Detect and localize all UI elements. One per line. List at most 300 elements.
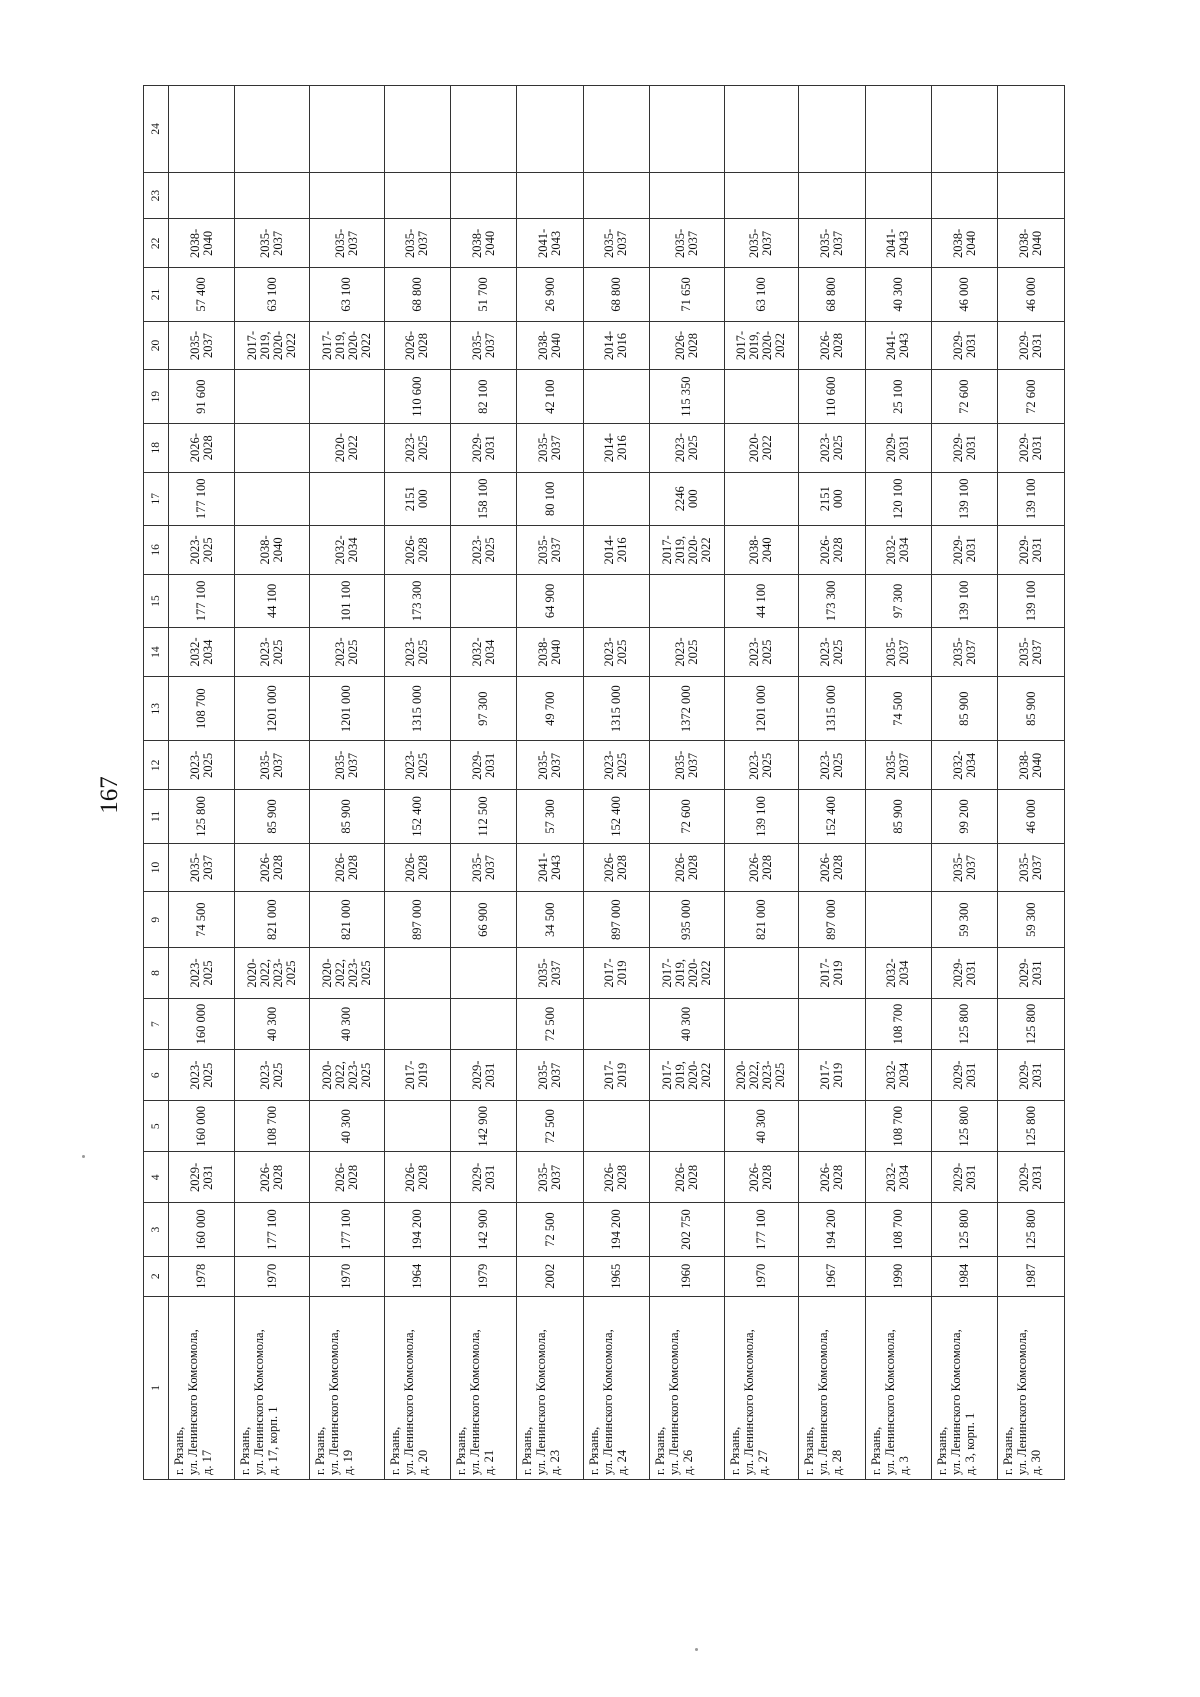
table-cell: 2041- 2043 [865, 321, 931, 370]
table-cell: 821 000 [724, 892, 799, 948]
table-cell: 2151 000 [799, 472, 865, 525]
table-cell: 74 500 [169, 892, 235, 948]
table-row [450, 86, 516, 1480]
table-cell: 2035- 2037 [235, 219, 310, 268]
table-cell: 2035- 2037 [517, 525, 583, 574]
table-cell: 2023- 2025 [799, 628, 865, 677]
table-cell: 2026- 2028 [650, 1152, 725, 1203]
table-cell [724, 86, 799, 173]
table-cell [724, 370, 799, 423]
column-number: 10 [144, 843, 169, 892]
table-row [799, 86, 865, 1480]
table-cell: 2038- 2040 [235, 525, 310, 574]
table-cell: 63 100 [235, 268, 310, 321]
table-cell: 2032- 2034 [169, 628, 235, 677]
table-cell: 2026- 2028 [384, 525, 450, 574]
table-cell: 139 100 [932, 574, 998, 627]
table-cell [865, 172, 931, 219]
table-cell: 2026- 2028 [583, 843, 649, 892]
table-cell [650, 86, 725, 173]
table-cell: 2017- 2019, 2020- 2022 [724, 321, 799, 370]
table-cell [235, 370, 310, 423]
table-cell [650, 172, 725, 219]
table-cell: 897 000 [799, 892, 865, 948]
table-cell: 2029- 2031 [450, 741, 516, 790]
table-cell: 2023- 2025 [169, 947, 235, 998]
table-cell: 2023- 2025 [384, 423, 450, 472]
table-cell: 1201 000 [235, 676, 310, 740]
table-cell: 2029- 2031 [932, 1050, 998, 1101]
table-cell: 2026- 2028 [309, 843, 384, 892]
table-cell: 2017- 2019 [384, 1050, 450, 1101]
table-cell: 2023- 2025 [650, 628, 725, 677]
table-cell: 2026- 2028 [650, 843, 725, 892]
table-cell: 821 000 [235, 892, 310, 948]
table-cell: 46 000 [998, 268, 1065, 321]
address-cell [235, 1296, 310, 1479]
table-cell: 2029- 2031 [932, 1152, 998, 1203]
table-cell: 2026- 2028 [583, 1152, 649, 1203]
table-cell [450, 172, 516, 219]
table-cell: 1979 [450, 1256, 516, 1296]
table-cell [998, 172, 1065, 219]
table-cell: 897 000 [384, 892, 450, 948]
address-cell [932, 1296, 998, 1479]
table-cell: 120 100 [865, 472, 931, 525]
table-cell: 72 600 [998, 370, 1065, 423]
table-cell [309, 370, 384, 423]
table-cell: 2032- 2034 [865, 525, 931, 574]
table-row [583, 86, 649, 1480]
table-cell: 2035- 2037 [865, 628, 931, 677]
address-line: г. Рязань, [935, 1426, 950, 1475]
table-cell: 2032- 2034 [865, 1152, 931, 1203]
table-cell: 110 600 [799, 370, 865, 423]
table-cell: 142 900 [450, 1101, 516, 1152]
table-cell: 1315 000 [384, 676, 450, 740]
address-cell [724, 1296, 799, 1479]
repair-schedule-table [143, 85, 1065, 1480]
column-number: 9 [144, 892, 169, 948]
table-cell: 152 400 [384, 790, 450, 843]
table-cell: 2029- 2031 [450, 423, 516, 472]
table-cell: 2026- 2028 [799, 321, 865, 370]
table-cell: 91 600 [169, 370, 235, 423]
table-cell: 177 100 [235, 1203, 310, 1256]
table-cell: 2029- 2031 [865, 423, 931, 472]
table-cell [799, 172, 865, 219]
table-cell: 2038- 2040 [517, 628, 583, 677]
table-cell [235, 172, 310, 219]
address-line: г. Рязань, [453, 1426, 468, 1475]
table-cell: 2026- 2028 [799, 525, 865, 574]
table-cell: 2032- 2034 [450, 628, 516, 677]
table-cell: 158 100 [450, 472, 516, 525]
table-cell: 2035- 2037 [517, 423, 583, 472]
table-cell [384, 999, 450, 1050]
address-line: г. Рязань, [727, 1426, 742, 1475]
table-cell: 2026- 2028 [384, 1152, 450, 1203]
table-cell: 2038- 2040 [517, 321, 583, 370]
table-cell: 71 650 [650, 268, 725, 321]
column-number: 8 [144, 947, 169, 998]
table-cell: 152 400 [583, 790, 649, 843]
column-number: 6 [144, 1050, 169, 1101]
column-number: 3 [144, 1203, 169, 1256]
table-cell: 108 700 [235, 1101, 310, 1152]
table-cell: 2017- 2019, 2020- 2022 [650, 947, 725, 998]
table-cell: 2041- 2043 [517, 219, 583, 268]
table-cell: 110 600 [384, 370, 450, 423]
table-cell: 177 100 [169, 472, 235, 525]
table-cell: 72 500 [517, 999, 583, 1050]
table-cell: 125 800 [932, 1203, 998, 1256]
table-cell: 1315 000 [799, 676, 865, 740]
column-number-row [144, 86, 169, 1480]
table-cell: 2023- 2025 [724, 741, 799, 790]
table-cell: 1978 [169, 1256, 235, 1296]
table-cell: 2029- 2031 [932, 423, 998, 472]
table-cell: 1964 [384, 1256, 450, 1296]
table-cell: 2032- 2034 [865, 1050, 931, 1101]
table-cell: 1965 [583, 1256, 649, 1296]
table-cell: 2035- 2037 [932, 843, 998, 892]
address-line: ул. Ленинского Комсомола, [467, 1329, 482, 1475]
table-cell: 2029- 2031 [932, 321, 998, 370]
table-cell: 2035- 2037 [998, 628, 1065, 677]
table-cell: 2020- 2022, 2023- 2025 [235, 947, 310, 998]
table-cell: 2020- 2022 [309, 423, 384, 472]
table-cell: 108 700 [169, 676, 235, 740]
table-cell [583, 472, 649, 525]
table-cell: 44 100 [724, 574, 799, 627]
address-line: г. Рязань, [653, 1426, 668, 1475]
column-number: 4 [144, 1152, 169, 1203]
table-cell: 85 900 [865, 790, 931, 843]
table-cell [309, 86, 384, 173]
address-line: ул. Ленинского Комсомола, [1015, 1329, 1030, 1475]
scan-speck [695, 1648, 698, 1651]
address-line: д. 28 [830, 1449, 845, 1475]
address-cell [998, 1296, 1065, 1479]
address-line: г. Рязань, [802, 1426, 817, 1475]
address-line: г. Рязань, [172, 1426, 186, 1475]
table-cell: 85 900 [932, 676, 998, 740]
rotated-table-container [143, 85, 1065, 1480]
table-cell [650, 574, 725, 627]
table-cell: 2032- 2034 [932, 741, 998, 790]
address-line: г. Рязань, [387, 1426, 402, 1475]
address-cell [309, 1296, 384, 1479]
table-cell: 2035- 2037 [450, 843, 516, 892]
table-cell: 2035- 2037 [865, 741, 931, 790]
table-cell: 1967 [799, 1256, 865, 1296]
table-cell [865, 892, 931, 948]
column-number: 19 [144, 370, 169, 423]
table-cell: 125 800 [932, 999, 998, 1050]
table-cell: 2020- 2022 [724, 423, 799, 472]
table-cell: 2014- 2016 [583, 525, 649, 574]
table-cell [450, 999, 516, 1050]
table-cell: 2023- 2025 [384, 628, 450, 677]
column-number: 1 [144, 1296, 169, 1479]
table-cell: 139 100 [724, 790, 799, 843]
table-cell [309, 472, 384, 525]
page-number: 167 [96, 776, 123, 814]
table-cell: 72 600 [650, 790, 725, 843]
address-line: ул. Ленинского Комсомола, [534, 1329, 549, 1475]
table-cell: 125 800 [998, 999, 1065, 1050]
table-cell: 202 750 [650, 1203, 725, 1256]
table-cell: 160 000 [169, 1101, 235, 1152]
table-row [932, 86, 998, 1480]
table-cell: 2035- 2037 [309, 741, 384, 790]
address-line: д. 26 [681, 1449, 696, 1475]
table-cell: 34 500 [517, 892, 583, 948]
table-cell: 160 000 [169, 999, 235, 1050]
table-cell: 2038- 2040 [169, 219, 235, 268]
table-cell: 2035- 2037 [517, 1050, 583, 1101]
table-cell: 82 100 [450, 370, 516, 423]
table-cell: 2035- 2037 [724, 219, 799, 268]
table-cell [932, 172, 998, 219]
table-cell: 2029- 2031 [169, 1152, 235, 1203]
table-cell: 2041- 2043 [517, 843, 583, 892]
address-line: д. 21 [481, 1449, 496, 1475]
table-cell: 2029- 2031 [932, 947, 998, 998]
table-cell: 2014- 2016 [583, 321, 649, 370]
table-cell [865, 843, 931, 892]
table-cell: 2038- 2040 [998, 741, 1065, 790]
table-cell: 2029- 2031 [998, 1152, 1065, 1203]
table-cell: 177 100 [724, 1203, 799, 1256]
table-cell: 2023- 2025 [650, 423, 725, 472]
table-cell: 2035- 2037 [450, 321, 516, 370]
address-line: ул. Ленинского Комсомола, [949, 1329, 964, 1475]
table-cell: 63 100 [724, 268, 799, 321]
table-cell: 2035- 2037 [169, 843, 235, 892]
table-cell: 2026- 2028 [235, 843, 310, 892]
table-cell [384, 86, 450, 173]
table-cell: 1984 [932, 1256, 998, 1296]
table-cell: 2246 000 [650, 472, 725, 525]
table-cell: 1372 000 [650, 676, 725, 740]
table-cell: 2038- 2040 [932, 219, 998, 268]
table-cell: 2023- 2025 [450, 525, 516, 574]
table-cell: 2029- 2031 [998, 321, 1065, 370]
table-cell: 2035- 2037 [650, 219, 725, 268]
table-cell [450, 574, 516, 627]
table-cell: 897 000 [583, 892, 649, 948]
table-cell: 40 300 [865, 268, 931, 321]
table-cell: 85 900 [309, 790, 384, 843]
table-cell: 1970 [724, 1256, 799, 1296]
address-line: д. 3 [896, 1456, 911, 1475]
table-cell: 821 000 [309, 892, 384, 948]
table-cell [384, 947, 450, 998]
address-line: ул. Ленинского Комсомола, [882, 1329, 897, 1475]
table-cell: 68 800 [799, 268, 865, 321]
table-cell: 2038- 2040 [724, 525, 799, 574]
table-cell: 2026- 2028 [384, 843, 450, 892]
table-cell: 2023- 2025 [724, 628, 799, 677]
table-cell: 2026- 2028 [169, 423, 235, 472]
table-cell: 108 700 [865, 1101, 931, 1152]
table-cell [235, 472, 310, 525]
table-row [309, 86, 384, 1480]
table-cell [583, 999, 649, 1050]
table-cell: 44 100 [235, 574, 310, 627]
address-line: ул. Ленинского Комсомола, [186, 1329, 200, 1475]
table-cell: 51 700 [450, 268, 516, 321]
table-cell [235, 423, 310, 472]
table-cell: 2023- 2025 [235, 1050, 310, 1101]
table-cell [650, 1101, 725, 1152]
table-cell: 2026- 2028 [384, 321, 450, 370]
table-cell: 194 200 [799, 1203, 865, 1256]
address-line: г. Рязань, [238, 1426, 253, 1475]
table-cell: 173 300 [384, 574, 450, 627]
table-cell: 99 200 [932, 790, 998, 843]
address-line: д. 30 [1029, 1449, 1044, 1475]
table-cell: 2035- 2037 [650, 741, 725, 790]
table-cell: 139 100 [932, 472, 998, 525]
table-cell: 177 100 [309, 1203, 384, 1256]
table-cell: 2151 000 [384, 472, 450, 525]
table-row [235, 86, 310, 1480]
table-cell: 1201 000 [724, 676, 799, 740]
table-cell: 2026- 2028 [235, 1152, 310, 1203]
table-cell: 2017- 2019, 2020- 2022 [235, 321, 310, 370]
table-cell: 1315 000 [583, 676, 649, 740]
table-cell: 40 300 [235, 999, 310, 1050]
address-cell [517, 1296, 583, 1479]
table-cell: 139 100 [998, 472, 1065, 525]
address-cell [384, 1296, 450, 1479]
table-cell: 173 300 [799, 574, 865, 627]
table-cell: 2035- 2037 [583, 219, 649, 268]
table-cell: 152 400 [799, 790, 865, 843]
table-cell: 2035- 2037 [384, 219, 450, 268]
table-cell: 2026- 2028 [724, 843, 799, 892]
table-cell: 68 800 [384, 268, 450, 321]
table-cell [998, 86, 1065, 173]
table-cell: 63 100 [309, 268, 384, 321]
table-cell [724, 472, 799, 525]
table-cell: 2032- 2034 [865, 947, 931, 998]
table-cell: 2017- 2019 [799, 1050, 865, 1101]
table-cell: 115 350 [650, 370, 725, 423]
table-cell [865, 86, 931, 173]
table-cell [583, 574, 649, 627]
table-cell [384, 172, 450, 219]
table-cell: 2023- 2025 [583, 628, 649, 677]
table-cell: 80 100 [517, 472, 583, 525]
address-line: д. 24 [614, 1449, 629, 1475]
table-cell: 112 500 [450, 790, 516, 843]
table-cell: 72 500 [517, 1101, 583, 1152]
address-line: ул. Ленинского Комсомола, [667, 1329, 682, 1475]
table-cell: 2020- 2022, 2023- 2025 [309, 1050, 384, 1101]
table-cell: 2041- 2043 [865, 219, 931, 268]
table-cell: 2035- 2037 [998, 843, 1065, 892]
table-cell: 72 500 [517, 1203, 583, 1256]
address-line: ул. Ленинского Комсомола, [401, 1329, 416, 1475]
table-cell: 2029- 2031 [450, 1152, 516, 1203]
column-number: 12 [144, 741, 169, 790]
address-cell [865, 1296, 931, 1479]
address-line: д. 27 [755, 1449, 770, 1475]
table-cell: 46 000 [998, 790, 1065, 843]
table-cell [309, 172, 384, 219]
address-line: ул. Ленинского Комсомола, [741, 1329, 756, 1475]
table-cell: 40 300 [309, 1101, 384, 1152]
table-cell [724, 999, 799, 1050]
table-cell: 125 800 [998, 1101, 1065, 1152]
table-cell: 2023- 2025 [235, 628, 310, 677]
table-cell: 2023- 2025 [583, 741, 649, 790]
table-cell [235, 86, 310, 173]
table-cell: 1970 [309, 1256, 384, 1296]
table-cell: 1201 000 [309, 676, 384, 740]
table-cell [450, 86, 516, 173]
table-cell: 2038- 2040 [450, 219, 516, 268]
table-cell [799, 999, 865, 1050]
table-cell: 2032- 2034 [309, 525, 384, 574]
table-cell: 194 200 [583, 1203, 649, 1256]
table-cell: 74 500 [865, 676, 931, 740]
column-number: 14 [144, 628, 169, 677]
address-cell [650, 1296, 725, 1479]
address-cell [583, 1296, 649, 1479]
table-cell: 2026- 2028 [799, 1152, 865, 1203]
column-number: 16 [144, 525, 169, 574]
table-cell: 2026- 2028 [724, 1152, 799, 1203]
column-number: 7 [144, 999, 169, 1050]
table-cell: 2035- 2037 [235, 741, 310, 790]
table-cell: 64 900 [517, 574, 583, 627]
table-row [650, 86, 725, 1480]
table-cell: 2023- 2025 [169, 1050, 235, 1101]
table-cell [517, 86, 583, 173]
table-cell: 97 300 [450, 676, 516, 740]
table-cell: 2026- 2028 [309, 1152, 384, 1203]
table-cell: 59 300 [932, 892, 998, 948]
table-cell [583, 86, 649, 173]
address-line: д. 23 [548, 1449, 563, 1475]
column-number: 21 [144, 268, 169, 321]
table-cell: 59 300 [998, 892, 1065, 948]
table-cell: 160 000 [169, 1203, 235, 1256]
table-cell: 68 800 [583, 268, 649, 321]
table-cell [799, 1101, 865, 1152]
table-row [384, 86, 450, 1480]
table-cell: 26 900 [517, 268, 583, 321]
table-cell: 2017- 2019 [583, 1050, 649, 1101]
table-cell: 101 100 [309, 574, 384, 627]
table-cell: 108 700 [865, 999, 931, 1050]
column-number: 24 [144, 86, 169, 173]
column-number: 15 [144, 574, 169, 627]
table-cell [932, 86, 998, 173]
column-number: 23 [144, 172, 169, 219]
table-cell: 66 900 [450, 892, 516, 948]
table-cell: 2023- 2025 [309, 628, 384, 677]
address-line: ул. Ленинского Комсомола, [816, 1329, 831, 1475]
address-cell [799, 1296, 865, 1479]
table-row [517, 86, 583, 1480]
table-cell: 142 900 [450, 1203, 516, 1256]
